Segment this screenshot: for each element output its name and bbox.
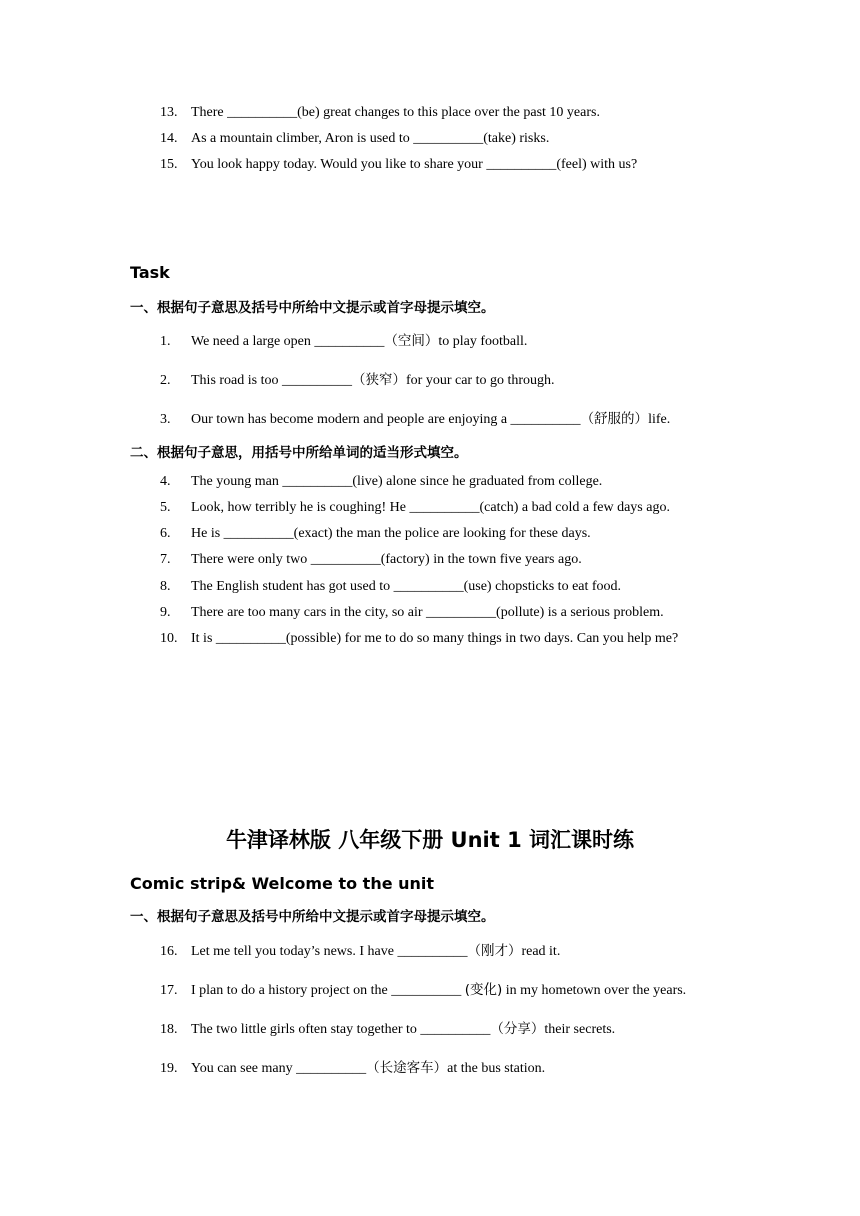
item-text-after: at the bus station.	[447, 1061, 546, 1076]
exercise-item-17	[160, 980, 686, 1001]
section-heading-task: Task	[130, 263, 170, 282]
item-text: There were only two __________(factory) in the town five years ago.	[191, 552, 582, 567]
instruction-fill-chinese-hint: 一、根据句子意思及括号中所给中文提示或首字母提示填空。	[130, 300, 495, 316]
item-text-before: We need a large open __________	[191, 334, 385, 349]
item-text: The English student has got used to __________(use) chopsticks to eat food.	[191, 579, 622, 594]
chinese-hint: （舒服的）	[580, 411, 649, 427]
chinese-hint: （刚才）	[467, 943, 522, 959]
item-text-before: This road is too __________	[191, 373, 352, 388]
chinese-hint: （空间）	[384, 333, 439, 349]
exercise-item-16	[160, 941, 560, 962]
item-text-before: Let me tell you today’s news. I have __________	[191, 944, 468, 959]
item-number: 14.	[160, 131, 178, 146]
item-text-after: their secrets.	[544, 1022, 616, 1037]
exercise-item-8	[160, 577, 621, 597]
item-text: There are too many cars in the city, so air __________(pollute) is a serious problem.	[191, 605, 664, 620]
exercise-item-19	[160, 1058, 545, 1079]
instruction-word-form: 二、根据句子意思，用括号中所给单词的适当形式填空。	[130, 445, 468, 461]
item-number: 1.	[160, 334, 171, 349]
item-text: It is __________(possible) for me to do so many things in two days. Can you help me?	[191, 631, 679, 646]
item-text-after: read it.	[521, 944, 561, 959]
item-text: You look happy today. Would you like to share your __________(feel) with us?	[191, 157, 638, 172]
exercise-item-18	[160, 1019, 615, 1040]
item-number: 7.	[160, 552, 171, 567]
exercise-item-7	[160, 550, 582, 570]
exercise-item-9	[160, 603, 664, 623]
chinese-hint: （长途客车）	[366, 1060, 448, 1076]
item-number: 3.	[160, 412, 171, 427]
item-text: Look, how terribly he is coughing! He __________(catch) a bad cold a few days ago.	[191, 500, 670, 515]
item-text: As a mountain climber, Aron is used to __________(take) risks.	[191, 131, 550, 146]
item-text-before: Our town has become modern and people are enjoying a __________	[191, 412, 581, 427]
exercise-item-1	[160, 331, 527, 352]
item-number: 18.	[160, 1022, 178, 1037]
exercise-item-10	[160, 629, 678, 649]
item-number: 13.	[160, 105, 178, 120]
exercise-item-6	[160, 524, 591, 544]
instruction-fill-chinese-hint: 一、根据句子意思及括号中所给中文提示或首字母提示填空。	[130, 909, 495, 925]
section-heading-comic-strip: Comic strip& Welcome to the unit	[130, 874, 435, 893]
page-title: 牛津译林版 八年级下册 Unit 1 词汇课时练	[225, 828, 635, 852]
chinese-hint: （狭窄）	[352, 372, 406, 388]
item-number: 9.	[160, 605, 171, 620]
item-number: 17.	[160, 983, 178, 998]
item-text: There __________(be) great changes to this place over the past 10 years.	[191, 105, 600, 120]
item-text-before: You can see many __________	[191, 1061, 367, 1076]
item-number: 16.	[160, 944, 178, 959]
item-number: 5.	[160, 500, 171, 515]
exercise-item-3	[160, 409, 670, 430]
exercise-item-14	[160, 129, 549, 149]
exercise-item-13	[160, 103, 600, 123]
item-text-after: life.	[648, 412, 671, 427]
item-text-before: I plan to do a history project on the __________	[191, 983, 462, 998]
item-number: 15.	[160, 157, 178, 172]
exercise-item-5	[160, 498, 670, 518]
item-number: 19.	[160, 1061, 178, 1076]
exercise-item-4	[160, 472, 602, 492]
item-number: 2.	[160, 373, 171, 388]
item-number: 10.	[160, 631, 178, 646]
chinese-hint: （分享）	[490, 1021, 545, 1037]
item-text-after: to play football.	[438, 334, 528, 349]
item-text-after: for your car to go through.	[406, 373, 555, 388]
chinese-hint: (变化)	[464, 982, 503, 998]
item-text: The young man __________(live) alone since he graduated from college.	[191, 474, 603, 489]
item-text: He is __________(exact) the man the police are looking for these days.	[191, 526, 591, 541]
item-number: 8.	[160, 579, 171, 594]
exercise-item-2	[160, 370, 555, 391]
item-text-after: in my hometown over the years.	[505, 983, 687, 998]
exercise-item-15	[160, 155, 637, 175]
item-number: 4.	[160, 474, 171, 489]
item-text-before: The two little girls often stay together to __________	[191, 1022, 491, 1037]
item-number: 6.	[160, 526, 171, 541]
